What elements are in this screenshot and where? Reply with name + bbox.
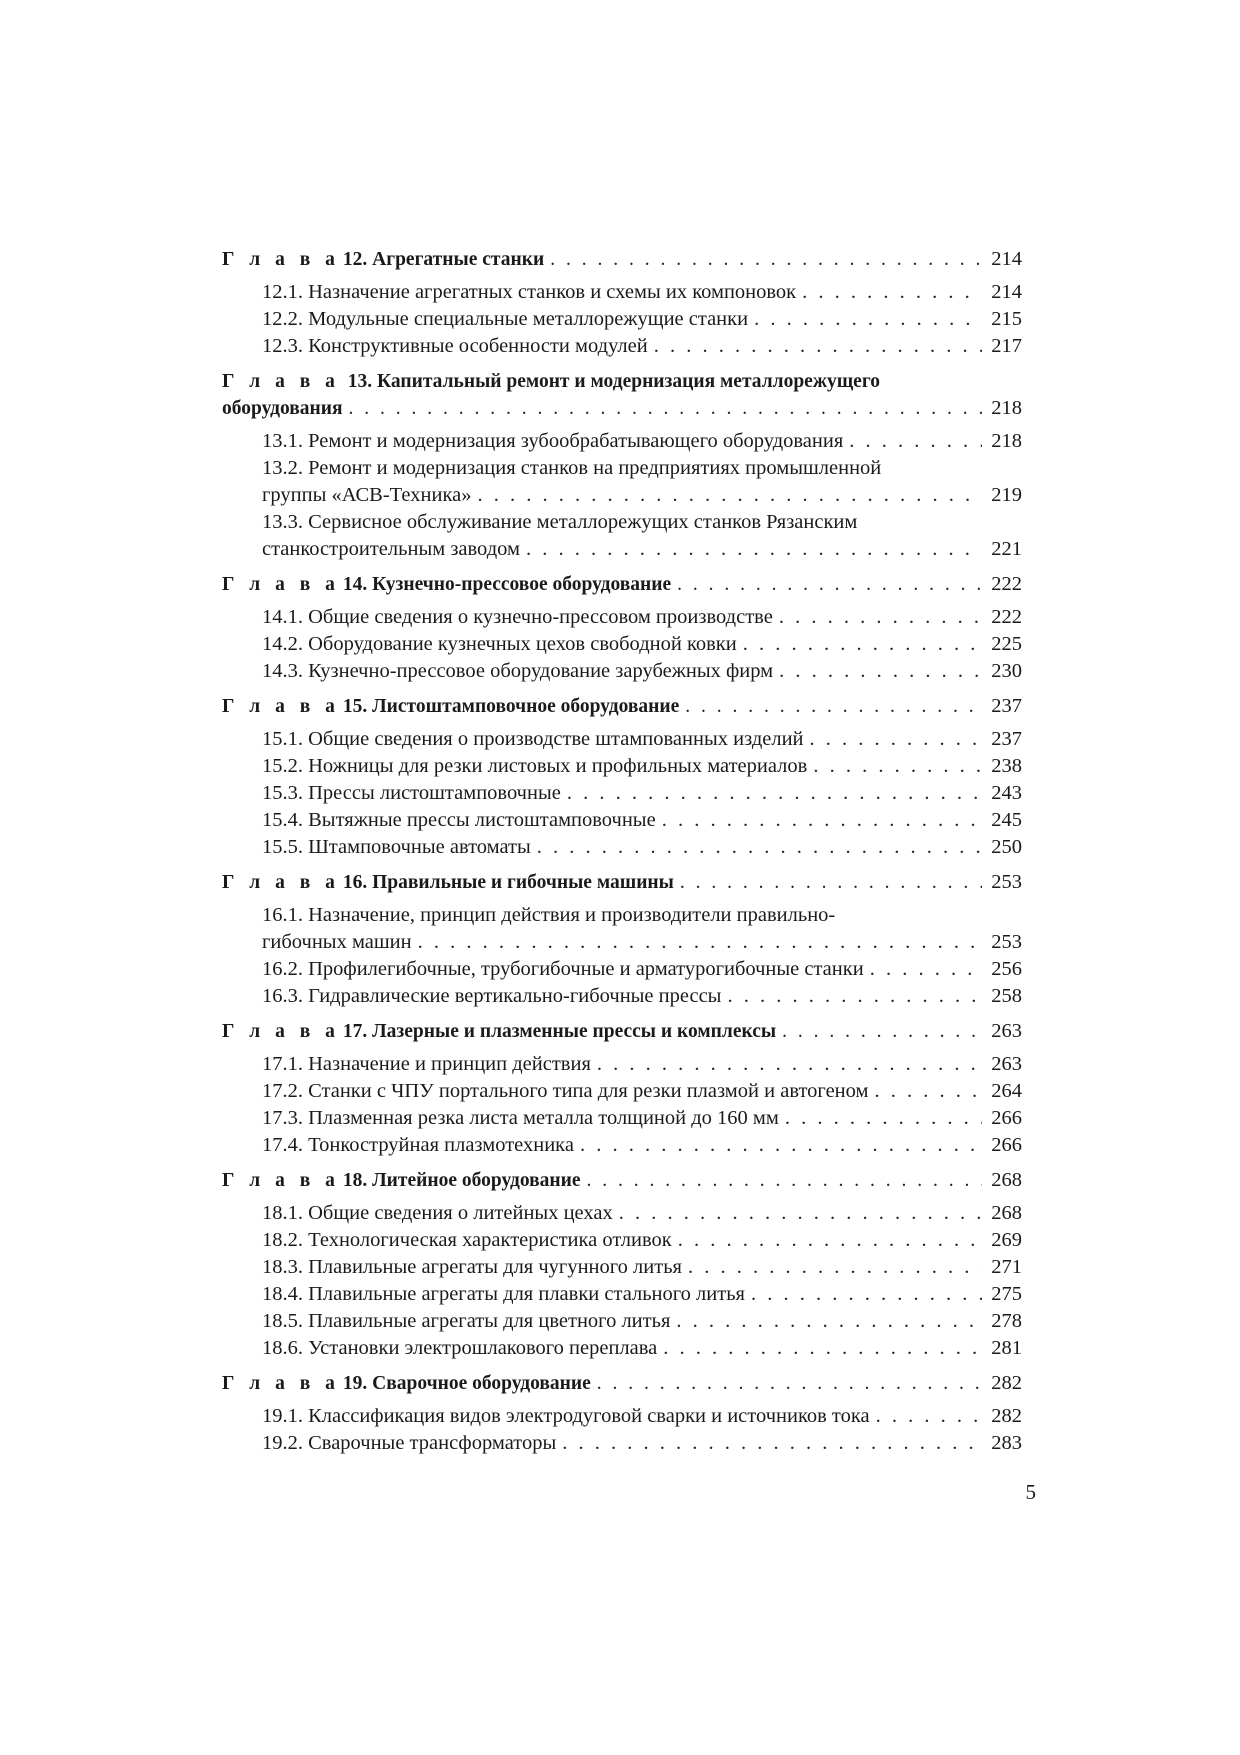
page-number: 222 bbox=[991, 573, 1022, 595]
chapter-line[interactable] bbox=[222, 869, 1022, 896]
section-title: 16.2. Профилегибочные, трубогибочные и арматурогибочные станки bbox=[262, 958, 864, 980]
section-title-line-1: 13.3. Сервисное обслуживание металлорежущих станков Рязанским bbox=[262, 511, 858, 533]
dot-leader bbox=[477, 482, 982, 509]
section-title: 14.1. Общие сведения о кузнечно-прессовом производстве bbox=[262, 606, 773, 628]
dot-leader bbox=[870, 956, 982, 983]
page-number: 278 bbox=[991, 1310, 1022, 1332]
dot-leader bbox=[676, 1308, 982, 1335]
dot-leader bbox=[802, 279, 982, 306]
chapter-15 bbox=[222, 693, 1022, 861]
chapter-prefix: Г л а в а bbox=[222, 371, 340, 392]
dot-leader bbox=[526, 536, 982, 563]
section-item[interactable] bbox=[222, 1335, 1022, 1362]
dot-leader bbox=[782, 1018, 982, 1045]
page-number: 218 bbox=[991, 397, 1022, 419]
chapter-14 bbox=[222, 571, 1022, 685]
chapter-heading bbox=[222, 869, 1022, 896]
chapter-prefix: Г л а в а bbox=[222, 1170, 340, 1191]
chapter-heading[interactable] bbox=[222, 368, 1022, 422]
section-item[interactable] bbox=[222, 1078, 1022, 1105]
dot-leader bbox=[349, 395, 982, 422]
dot-leader bbox=[550, 246, 982, 273]
chapter-prefix: Г л а в а bbox=[222, 574, 340, 595]
chapter-heading bbox=[222, 246, 1022, 273]
chapter-18 bbox=[222, 1167, 1022, 1362]
page-number: 222 bbox=[991, 606, 1022, 628]
page-number: 266 bbox=[991, 1107, 1022, 1129]
chapter-heading bbox=[222, 1167, 1022, 1194]
dot-leader bbox=[654, 333, 982, 360]
page-number: 253 bbox=[991, 871, 1022, 893]
section-item[interactable] bbox=[222, 1227, 1022, 1254]
section-item[interactable] bbox=[222, 1200, 1022, 1227]
chapter-title: Правильные и гибочные машины bbox=[372, 872, 674, 893]
chapter-title: Листоштамповочное оборудование bbox=[372, 696, 680, 717]
chapter-number: 18. bbox=[342, 1170, 368, 1191]
page-number: 237 bbox=[991, 695, 1022, 717]
section-title-line-1: 13.2. Ремонт и модернизация станков на предприятиях промышленной bbox=[262, 457, 882, 479]
dot-leader bbox=[810, 726, 982, 753]
dot-leader bbox=[418, 929, 982, 956]
chapter-heading bbox=[222, 1018, 1022, 1045]
chapter-prefix: Г л а в а bbox=[222, 872, 340, 893]
section-list bbox=[222, 428, 1022, 563]
dot-leader bbox=[567, 780, 982, 807]
dot-leader bbox=[813, 753, 982, 780]
page-number: 275 bbox=[991, 1283, 1022, 1305]
section-title: 17.2. Станки с ЧПУ портального типа для резки плазмой и автогеном bbox=[262, 1080, 869, 1102]
section-item[interactable] bbox=[222, 1281, 1022, 1308]
section-title: 15.5. Штамповочные автоматы bbox=[262, 836, 531, 858]
dot-leader bbox=[751, 1281, 982, 1308]
dot-leader bbox=[662, 807, 982, 834]
section-title-continued: гибочных машин bbox=[262, 931, 412, 953]
dot-leader bbox=[619, 1200, 982, 1227]
dot-leader bbox=[849, 428, 982, 455]
page-number: 268 bbox=[991, 1202, 1022, 1224]
section-item[interactable] bbox=[222, 753, 1022, 780]
page-number: 214 bbox=[991, 281, 1022, 303]
chapter-prefix: Г л а в а bbox=[222, 1373, 340, 1394]
section-list bbox=[222, 902, 1022, 1010]
dot-leader bbox=[680, 869, 982, 896]
dot-leader bbox=[688, 1254, 982, 1281]
chapter-number: 12. bbox=[342, 249, 368, 270]
page-number: 238 bbox=[991, 755, 1022, 777]
page-number: 281 bbox=[991, 1337, 1022, 1359]
chapter-line[interactable] bbox=[222, 1167, 1022, 1194]
chapter-number: 17. bbox=[342, 1021, 368, 1042]
section-title-continued: станкостроительным заводом bbox=[262, 538, 520, 560]
chapter-12 bbox=[222, 246, 1022, 360]
section-title: 12.2. Модульные специальные металлорежущие станки bbox=[262, 308, 749, 330]
dot-leader bbox=[685, 693, 982, 720]
section-item[interactable] bbox=[222, 631, 1022, 658]
dot-leader bbox=[779, 658, 982, 685]
page-number: 258 bbox=[991, 985, 1022, 1007]
chapter-title: Капитальный ремонт и модернизация металлорежущего bbox=[377, 371, 880, 392]
section-title: 19.2. Сварочные трансформаторы bbox=[262, 1432, 557, 1454]
section-title: 15.2. Ножницы для резки листовых и профильных материалов bbox=[262, 755, 808, 777]
section-title: 18.3. Плавильные агрегаты для чугунного литья bbox=[262, 1256, 682, 1278]
section-title: 15.3. Прессы листоштамповочные bbox=[262, 782, 561, 804]
page-number: 283 bbox=[991, 1432, 1022, 1454]
chapter-title: Сварочное оборудование bbox=[372, 1373, 591, 1394]
dot-leader bbox=[597, 1370, 982, 1397]
section-title: 14.2. Оборудование кузнечных цехов свободной ковки bbox=[262, 633, 737, 655]
dot-leader bbox=[874, 1078, 982, 1105]
section-item[interactable] bbox=[222, 1105, 1022, 1132]
dot-leader bbox=[743, 631, 982, 658]
section-title-line-2 bbox=[222, 536, 1022, 563]
section-item[interactable] bbox=[222, 1051, 1022, 1078]
dot-leader bbox=[562, 1430, 982, 1457]
chapter-line[interactable] bbox=[222, 571, 1022, 598]
page-number: 237 bbox=[991, 728, 1022, 750]
section-list bbox=[222, 1403, 1022, 1457]
section-title-line-1: 16.1. Назначение, принцип действия и производители правильно- bbox=[262, 904, 836, 926]
section-item[interactable] bbox=[222, 807, 1022, 834]
section-title: 13.1. Ремонт и модернизация зубообрабатывающего оборудования bbox=[262, 430, 844, 452]
page-number: 269 bbox=[991, 1229, 1022, 1251]
section-item[interactable] bbox=[222, 983, 1022, 1010]
section-title-line-2 bbox=[222, 482, 1022, 509]
page-number: 217 bbox=[991, 335, 1022, 357]
chapter-16 bbox=[222, 869, 1022, 1010]
chapter-line[interactable] bbox=[222, 1370, 1022, 1397]
page-number: 266 bbox=[991, 1134, 1022, 1156]
chapter-line[interactable] bbox=[222, 246, 1022, 273]
section-item[interactable] bbox=[222, 1254, 1022, 1281]
dot-leader bbox=[876, 1403, 982, 1430]
section-item[interactable] bbox=[222, 455, 1022, 509]
dot-leader bbox=[754, 306, 982, 333]
table-of-contents bbox=[222, 246, 1022, 1465]
chapter-17 bbox=[222, 1018, 1022, 1159]
section-list bbox=[222, 604, 1022, 685]
section-title: 14.3. Кузнечно-прессовое оборудование зарубежных фирм bbox=[262, 660, 774, 682]
chapter-title: Литейное оборудование bbox=[372, 1170, 581, 1191]
page-number: 263 bbox=[991, 1020, 1022, 1042]
page-number: 215 bbox=[991, 308, 1022, 330]
section-title: 15.1. Общие сведения о производстве штампованных изделий bbox=[262, 728, 804, 750]
section-title-line-2 bbox=[222, 929, 1022, 956]
chapter-title: Кузнечно-прессовое оборудование bbox=[372, 574, 672, 595]
chapter-line-2 bbox=[222, 395, 1022, 422]
section-title: 18.6. Установки электрошлакового переплава bbox=[262, 1337, 658, 1359]
section-item[interactable] bbox=[222, 509, 1022, 563]
page-number: 243 bbox=[991, 782, 1022, 804]
section-item[interactable] bbox=[222, 279, 1022, 306]
chapter-19 bbox=[222, 1370, 1022, 1457]
section-item[interactable] bbox=[222, 780, 1022, 807]
section-title: 12.3. Конструктивные особенности модулей bbox=[262, 335, 648, 357]
section-title: 17.1. Назначение и принцип действия bbox=[262, 1053, 591, 1075]
section-title: 12.1. Назначение агрегатных станков и схемы их компоновок bbox=[262, 281, 797, 303]
dot-leader bbox=[597, 1051, 982, 1078]
page-number: 221 bbox=[991, 538, 1022, 560]
section-item[interactable] bbox=[222, 834, 1022, 861]
chapter-prefix: Г л а в а bbox=[222, 249, 340, 270]
dot-leader bbox=[779, 604, 982, 631]
section-item[interactable] bbox=[222, 1403, 1022, 1430]
chapter-line-1 bbox=[222, 368, 1022, 395]
chapter-number: 16. bbox=[342, 872, 368, 893]
chapter-title-continued: оборудования bbox=[222, 398, 343, 419]
dot-leader bbox=[785, 1105, 982, 1132]
chapter-number: 14. bbox=[342, 574, 368, 595]
chapter-heading bbox=[222, 693, 1022, 720]
page-number: 218 bbox=[991, 430, 1022, 452]
section-title: 17.4. Тонкоструйная плазмотехника bbox=[262, 1134, 574, 1156]
section-title: 19.1. Классификация видов электродуговой сварки и источников тока bbox=[262, 1405, 870, 1427]
chapter-number: 19. bbox=[342, 1373, 368, 1394]
section-item[interactable] bbox=[222, 1308, 1022, 1335]
section-title: 18.4. Плавильные агрегаты для плавки стального литья bbox=[262, 1283, 745, 1305]
chapter-prefix: Г л а в а bbox=[222, 1021, 340, 1042]
page-number: 271 bbox=[991, 1256, 1022, 1278]
dot-leader bbox=[678, 1227, 982, 1254]
chapter-line[interactable] bbox=[222, 693, 1022, 720]
page-number: 253 bbox=[991, 931, 1022, 953]
section-item[interactable] bbox=[222, 902, 1022, 956]
page-number: 250 bbox=[991, 836, 1022, 858]
section-item[interactable] bbox=[222, 726, 1022, 753]
section-list bbox=[222, 726, 1022, 861]
page-number: 219 bbox=[991, 484, 1022, 506]
dot-leader bbox=[537, 834, 982, 861]
page-number: 282 bbox=[991, 1372, 1022, 1394]
section-item[interactable] bbox=[222, 1430, 1022, 1457]
section-list bbox=[222, 279, 1022, 360]
page-number: 256 bbox=[991, 958, 1022, 980]
section-title: 18.2. Технологическая характеристика отливок bbox=[262, 1229, 672, 1251]
section-list bbox=[222, 1200, 1022, 1362]
chapter-number: 13. bbox=[347, 371, 373, 392]
dot-leader bbox=[663, 1335, 982, 1362]
chapter-heading bbox=[222, 1370, 1022, 1397]
section-title: 15.4. Вытяжные прессы листоштамповочные bbox=[262, 809, 656, 831]
section-title: 16.3. Гидравлические вертикально-гибочные прессы bbox=[262, 985, 722, 1007]
dot-leader bbox=[677, 571, 982, 598]
section-item[interactable] bbox=[222, 333, 1022, 360]
page-number: 268 bbox=[991, 1169, 1022, 1191]
chapter-heading bbox=[222, 571, 1022, 598]
chapter-13 bbox=[222, 368, 1022, 563]
section-title: 17.3. Плазменная резка листа металла толщиной до 160 мм bbox=[262, 1107, 779, 1129]
page-folio: 5 bbox=[1025, 1480, 1036, 1504]
section-item[interactable] bbox=[222, 1132, 1022, 1159]
page-number: 282 bbox=[991, 1405, 1022, 1427]
section-item[interactable] bbox=[222, 428, 1022, 455]
section-item[interactable] bbox=[222, 956, 1022, 983]
page-number: 263 bbox=[991, 1053, 1022, 1075]
chapter-title: Лазерные и плазменные прессы и комплексы bbox=[372, 1021, 777, 1042]
section-item[interactable] bbox=[222, 658, 1022, 685]
chapter-number: 15. bbox=[342, 696, 368, 717]
dot-leader bbox=[580, 1132, 982, 1159]
section-list bbox=[222, 1051, 1022, 1159]
section-title: 18.1. Общие сведения о литейных цехах bbox=[262, 1202, 613, 1224]
page-number: 264 bbox=[991, 1080, 1022, 1102]
page-number: 214 bbox=[991, 248, 1022, 270]
dot-leader bbox=[727, 983, 982, 1010]
section-item[interactable] bbox=[222, 306, 1022, 333]
chapter-line[interactable] bbox=[222, 1018, 1022, 1045]
chapter-prefix: Г л а в а bbox=[222, 696, 340, 717]
section-title: 18.5. Плавильные агрегаты для цветного литья bbox=[262, 1310, 671, 1332]
page-number: 245 bbox=[991, 809, 1022, 831]
chapter-title: Агрегатные станки bbox=[372, 249, 545, 270]
dot-leader bbox=[587, 1167, 982, 1194]
page-number: 230 bbox=[991, 660, 1022, 682]
section-title-continued: группы «АСВ-Техника» bbox=[262, 484, 472, 506]
section-item[interactable] bbox=[222, 604, 1022, 631]
page-number: 225 bbox=[991, 633, 1022, 655]
